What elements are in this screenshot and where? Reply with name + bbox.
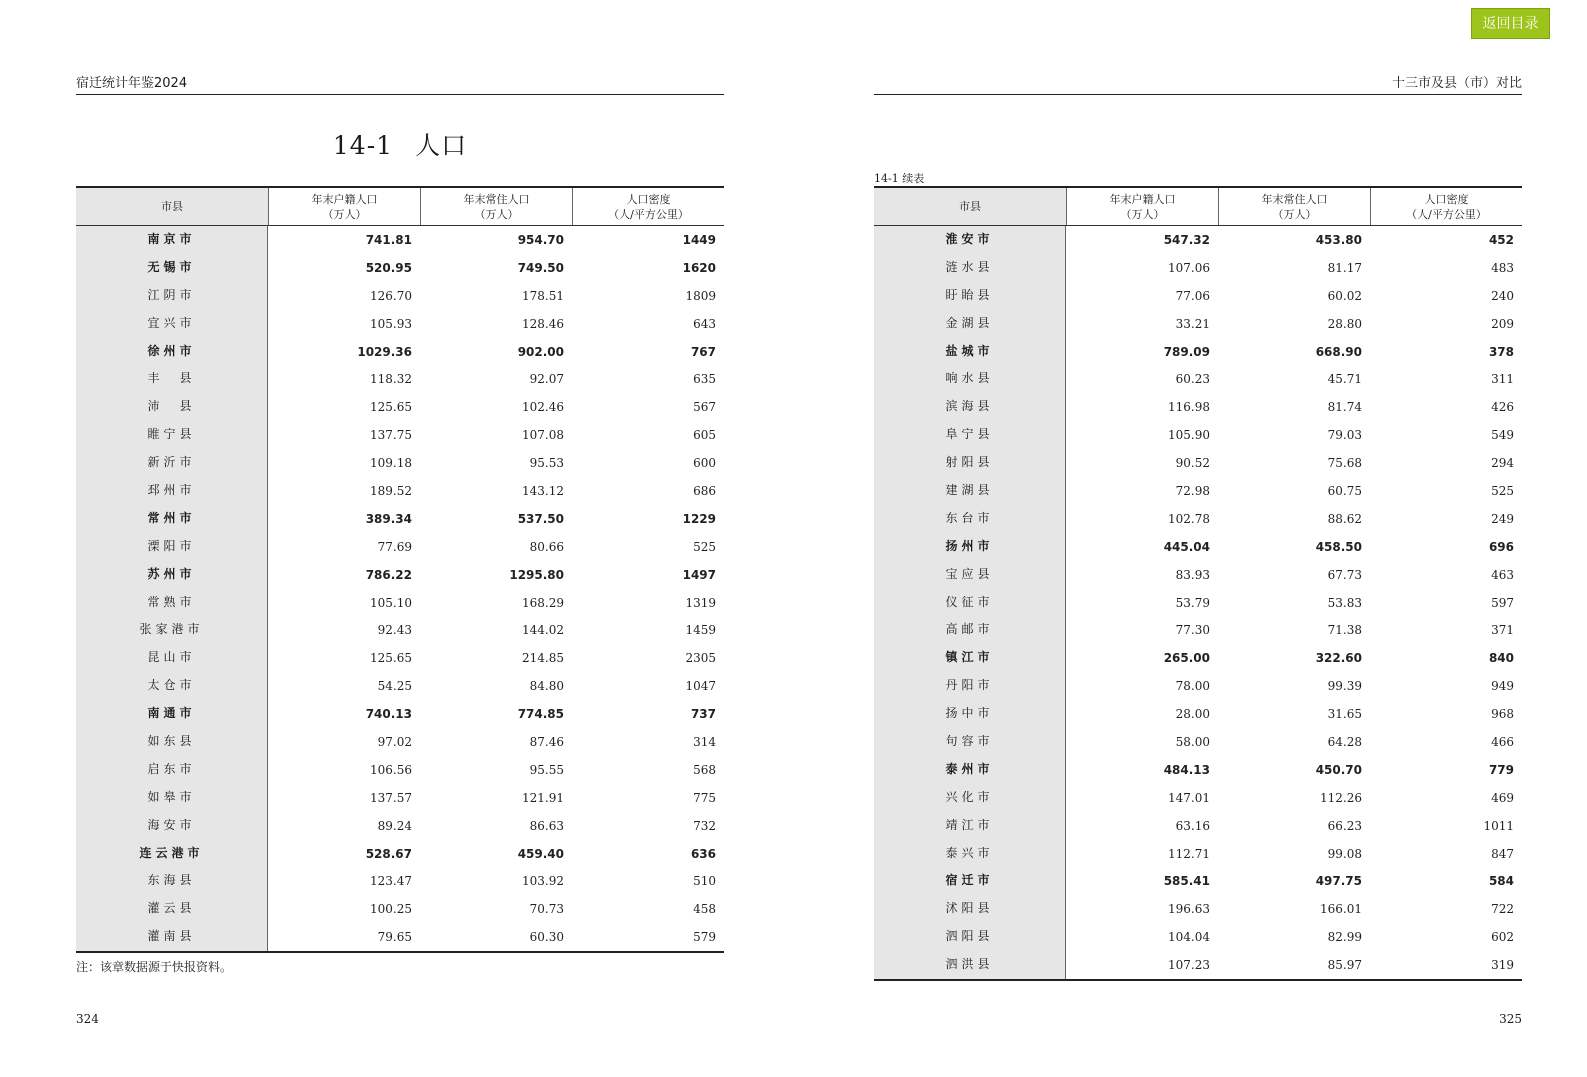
density-value: 732 xyxy=(693,818,716,833)
resident-value: 322.60 xyxy=(1315,651,1362,666)
back-to-contents-button[interactable]: 返回目录 xyxy=(1471,8,1550,39)
registered-value: 189.52 xyxy=(370,483,412,498)
density-value: 949 xyxy=(1491,679,1514,694)
resident-value: 178.51 xyxy=(522,288,564,303)
resident-value: 166.01 xyxy=(1320,902,1362,917)
row-name: 沭阳县 xyxy=(945,901,994,916)
density-value: 579 xyxy=(693,930,716,945)
density-value: 686 xyxy=(693,483,716,498)
table-row xyxy=(1066,310,1522,338)
density-value: 779 xyxy=(1488,762,1514,777)
row-name: 宝应县 xyxy=(945,566,994,581)
registered-value: 104.04 xyxy=(1168,930,1210,945)
row-name: 启东市 xyxy=(147,761,196,776)
resident-value: 214.85 xyxy=(522,651,564,666)
density-value: 1620 xyxy=(682,260,716,275)
table-row xyxy=(268,561,724,589)
density-value: 1229 xyxy=(682,511,716,526)
table-row xyxy=(268,895,724,923)
resident-value: 31.65 xyxy=(1327,707,1362,722)
resident-value: 954.70 xyxy=(517,232,564,247)
population-table-left xyxy=(76,186,724,953)
table-row xyxy=(1066,365,1522,393)
table-row xyxy=(1066,282,1522,310)
registered-value: 116.98 xyxy=(1168,400,1210,415)
resident-value: 95.55 xyxy=(529,762,564,777)
density-value: 1459 xyxy=(685,623,716,638)
registered-value: 741.81 xyxy=(365,232,412,247)
registered-value: 528.67 xyxy=(365,846,412,861)
table-row xyxy=(268,338,724,366)
density-value: 597 xyxy=(1491,595,1514,610)
density-value: 1449 xyxy=(682,232,716,247)
table-row xyxy=(268,505,724,533)
table-row xyxy=(268,923,724,951)
resident-value: 66.23 xyxy=(1327,818,1362,833)
table-row xyxy=(1066,756,1522,784)
row-name: 盱眙县 xyxy=(945,287,994,302)
row-name: 太仓市 xyxy=(147,678,196,693)
density-value: 968 xyxy=(1491,707,1514,722)
row-name: 无锡市 xyxy=(147,259,196,274)
table-row xyxy=(268,672,724,700)
row-name: 兴化市 xyxy=(945,789,994,804)
row-name: 灌南县 xyxy=(147,929,196,944)
row-name: 宿迁市 xyxy=(945,873,994,888)
registered-value: 107.23 xyxy=(1168,958,1210,973)
table-row xyxy=(268,589,724,617)
population-table-right xyxy=(874,186,1522,981)
registered-value: 97.02 xyxy=(377,734,412,749)
table-row xyxy=(1066,895,1522,923)
row-name: 句容市 xyxy=(945,734,994,749)
table-row xyxy=(1066,923,1522,951)
table-row xyxy=(1066,254,1522,282)
resident-value: 80.66 xyxy=(529,539,564,554)
density-value: 567 xyxy=(693,400,716,415)
density-value: 600 xyxy=(693,456,716,471)
registered-value: 740.13 xyxy=(365,707,412,722)
density-value: 1047 xyxy=(685,679,716,694)
row-name: 张家港市 xyxy=(139,622,204,637)
registered-value: 137.57 xyxy=(370,790,412,805)
row-name: 高邮市 xyxy=(945,622,994,637)
row-name: 如皋市 xyxy=(147,789,196,804)
registered-value: 445.04 xyxy=(1163,539,1210,554)
registered-value: 105.90 xyxy=(1168,428,1210,443)
row-name: 建湖县 xyxy=(945,483,994,498)
row-name: 海安市 xyxy=(147,817,196,832)
table-row xyxy=(1066,644,1522,672)
resident-value: 453.80 xyxy=(1315,232,1362,247)
resident-value: 82.99 xyxy=(1327,930,1362,945)
row-name: 射阳县 xyxy=(945,455,994,470)
resident-value: 95.53 xyxy=(529,456,564,471)
density-value: 847 xyxy=(1491,846,1514,861)
table-row xyxy=(268,477,724,505)
registered-value: 53.79 xyxy=(1175,595,1210,610)
density-value: 378 xyxy=(1488,344,1514,359)
row-name: 镇江市 xyxy=(945,650,994,665)
density-value: 568 xyxy=(693,762,716,777)
resident-value: 81.74 xyxy=(1327,400,1362,415)
resident-value: 450.70 xyxy=(1315,762,1362,777)
registered-value: 106.56 xyxy=(370,762,412,777)
registered-value: 102.78 xyxy=(1168,511,1210,526)
row-name: 南京市 xyxy=(147,232,196,246)
density-value: 483 xyxy=(1491,260,1514,275)
resident-value: 459.40 xyxy=(517,846,564,861)
row-name: 泗洪县 xyxy=(945,957,994,972)
table-row xyxy=(268,254,724,282)
value-columns xyxy=(1066,226,1522,979)
registered-value: 125.65 xyxy=(370,651,412,666)
table-row xyxy=(1066,589,1522,617)
value-columns xyxy=(268,226,724,951)
row-name: 扬州市 xyxy=(945,538,994,553)
row-name: 东海县 xyxy=(147,873,196,888)
header-registered: 年末户籍人口 （万人） xyxy=(268,188,420,225)
registered-value: 137.75 xyxy=(370,428,412,443)
density-value: 722 xyxy=(1491,902,1514,917)
registered-value: 105.93 xyxy=(370,316,412,331)
page-number-right: 325 xyxy=(1499,1012,1522,1026)
density-value: 2305 xyxy=(685,651,716,666)
row-name: 泗阳县 xyxy=(945,929,994,944)
resident-value: 143.12 xyxy=(522,483,564,498)
resident-value: 71.38 xyxy=(1327,623,1362,638)
row-name: 连云港市 xyxy=(139,845,204,860)
registered-value: 72.98 xyxy=(1175,483,1210,498)
resident-value: 60.30 xyxy=(529,930,564,945)
density-value: 458 xyxy=(693,902,716,917)
registered-value: 77.30 xyxy=(1175,623,1210,638)
row-name: 丰 县 xyxy=(147,371,196,386)
table-row xyxy=(1066,338,1522,366)
header-city: 市县 xyxy=(76,188,268,225)
row-name: 溧阳市 xyxy=(147,538,196,553)
row-name: 仪征市 xyxy=(945,594,994,609)
table-row xyxy=(1066,616,1522,644)
table-row xyxy=(1066,951,1522,979)
table-row xyxy=(1066,812,1522,840)
city-name-column xyxy=(874,226,1066,979)
table-row xyxy=(268,282,724,310)
registered-value: 89.24 xyxy=(377,818,412,833)
resident-value: 79.03 xyxy=(1327,428,1362,443)
resident-value: 92.07 xyxy=(529,372,564,387)
density-value: 466 xyxy=(1491,734,1514,749)
registered-value: 100.25 xyxy=(370,902,412,917)
row-name: 昆山市 xyxy=(147,650,196,665)
density-value: 1011 xyxy=(1483,818,1514,833)
row-name: 新沂市 xyxy=(147,455,196,470)
registered-value: 58.00 xyxy=(1175,734,1210,749)
table-row xyxy=(268,728,724,756)
row-name: 涟水县 xyxy=(945,259,994,274)
resident-value: 53.83 xyxy=(1327,595,1362,610)
registered-value: 126.70 xyxy=(370,288,412,303)
header-resident: 年末常住人口 （万人） xyxy=(1218,188,1370,225)
row-name: 丹阳市 xyxy=(945,678,994,693)
table-body xyxy=(874,226,1522,979)
density-value: 636 xyxy=(690,846,716,861)
registered-value: 77.69 xyxy=(377,539,412,554)
table-row xyxy=(1066,449,1522,477)
registered-value: 547.32 xyxy=(1163,232,1210,247)
resident-value: 60.75 xyxy=(1327,483,1362,498)
resident-value: 537.50 xyxy=(517,511,564,526)
table-row xyxy=(1066,561,1522,589)
table-row xyxy=(268,421,724,449)
table-bottom-rule xyxy=(874,979,1522,981)
city-name-column xyxy=(76,226,268,951)
row-name: 阜宁县 xyxy=(945,427,994,442)
header-density: 人口密度 （人/平方公里） xyxy=(1370,188,1522,225)
table-row xyxy=(268,756,724,784)
registered-value: 123.47 xyxy=(370,874,412,889)
resident-value: 128.46 xyxy=(522,316,564,331)
registered-value: 484.13 xyxy=(1163,762,1210,777)
table-row xyxy=(268,449,724,477)
table-row xyxy=(268,784,724,812)
table-row xyxy=(268,840,724,868)
resident-value: 99.08 xyxy=(1327,846,1362,861)
resident-value: 45.71 xyxy=(1327,372,1362,387)
registered-value: 83.93 xyxy=(1175,567,1210,582)
density-value: 294 xyxy=(1491,456,1514,471)
resident-value: 121.91 xyxy=(522,790,564,805)
row-name: 苏州市 xyxy=(147,566,196,581)
table-row xyxy=(1066,421,1522,449)
resident-value: 81.17 xyxy=(1327,260,1362,275)
density-value: 240 xyxy=(1491,288,1514,303)
resident-value: 86.63 xyxy=(529,818,564,833)
resident-value: 774.85 xyxy=(517,707,564,722)
resident-value: 144.02 xyxy=(522,623,564,638)
resident-value: 60.02 xyxy=(1327,288,1362,303)
table-row xyxy=(268,616,724,644)
continued-label: 14-1 续表 xyxy=(874,172,925,185)
resident-value: 107.08 xyxy=(522,428,564,443)
row-name: 如东县 xyxy=(147,734,196,749)
registered-value: 125.65 xyxy=(370,400,412,415)
resident-value: 64.28 xyxy=(1327,734,1362,749)
registered-value: 78.00 xyxy=(1175,679,1210,694)
table-row xyxy=(1066,700,1522,728)
right-page xyxy=(874,0,1522,1077)
density-value: 452 xyxy=(1488,232,1514,247)
density-value: 510 xyxy=(693,874,716,889)
table-number: 14-1 xyxy=(332,131,394,160)
table-row xyxy=(268,310,724,338)
row-name: 东台市 xyxy=(945,510,994,525)
table-row xyxy=(268,365,724,393)
resident-value: 1295.80 xyxy=(509,567,564,582)
table-row xyxy=(1066,840,1522,868)
table-bottom-rule xyxy=(76,951,724,953)
registered-value: 389.34 xyxy=(365,511,412,526)
left-page xyxy=(76,0,724,1077)
table-row xyxy=(1066,226,1522,254)
density-value: 605 xyxy=(693,428,716,443)
table-row xyxy=(1066,505,1522,533)
resident-value: 112.26 xyxy=(1320,790,1362,805)
resident-value: 84.80 xyxy=(529,679,564,694)
row-name: 扬中市 xyxy=(945,706,994,721)
row-name: 盐城市 xyxy=(945,343,994,358)
resident-value: 103.92 xyxy=(522,874,564,889)
row-name: 滨海县 xyxy=(945,399,994,414)
row-name: 徐州市 xyxy=(147,343,196,358)
registered-value: 54.25 xyxy=(377,679,412,694)
row-name: 邳州市 xyxy=(147,483,196,498)
header-density: 人口密度 （人/平方公里） xyxy=(572,188,724,225)
resident-value: 168.29 xyxy=(522,595,564,610)
registered-value: 28.00 xyxy=(1175,707,1210,722)
registered-value: 63.16 xyxy=(1175,818,1210,833)
table-row xyxy=(268,393,724,421)
registered-value: 147.01 xyxy=(1168,790,1210,805)
resident-value: 102.46 xyxy=(522,400,564,415)
registered-value: 77.06 xyxy=(1175,288,1210,303)
row-name: 常州市 xyxy=(147,510,196,525)
table-row xyxy=(268,533,724,561)
table-row xyxy=(1066,728,1522,756)
density-value: 319 xyxy=(1491,958,1514,973)
resident-value: 99.39 xyxy=(1327,679,1362,694)
row-name: 金湖县 xyxy=(945,315,994,330)
density-value: 1319 xyxy=(685,595,716,610)
resident-value: 85.97 xyxy=(1327,958,1362,973)
row-name: 泰兴市 xyxy=(945,845,994,860)
table-row xyxy=(268,812,724,840)
resident-value: 70.73 xyxy=(529,902,564,917)
row-name: 靖江市 xyxy=(945,817,994,832)
resident-value: 28.80 xyxy=(1327,316,1362,331)
table-row xyxy=(1066,784,1522,812)
registered-value: 112.71 xyxy=(1168,846,1210,861)
density-value: 463 xyxy=(1491,567,1514,582)
density-value: 840 xyxy=(1488,651,1514,666)
density-value: 1809 xyxy=(685,288,716,303)
row-name: 灌云县 xyxy=(147,901,196,916)
table-row xyxy=(268,226,724,254)
density-value: 525 xyxy=(1491,483,1514,498)
header-registered: 年末户籍人口 （万人） xyxy=(1066,188,1218,225)
row-name: 常熟市 xyxy=(147,594,196,609)
running-head-right: 十三市及县（市）对比 xyxy=(874,76,1522,95)
row-name: 南通市 xyxy=(147,706,196,721)
resident-value: 668.90 xyxy=(1315,344,1362,359)
table-header xyxy=(76,188,724,226)
density-value: 767 xyxy=(690,344,716,359)
density-value: 775 xyxy=(693,790,716,805)
density-value: 635 xyxy=(693,372,716,387)
density-value: 426 xyxy=(1491,400,1514,415)
density-value: 602 xyxy=(1491,930,1514,945)
density-value: 371 xyxy=(1491,623,1514,638)
page-number-left: 324 xyxy=(76,1012,99,1026)
registered-value: 107.06 xyxy=(1168,260,1210,275)
table-row xyxy=(1066,867,1522,895)
density-value: 1497 xyxy=(682,567,716,582)
resident-value: 67.73 xyxy=(1327,567,1362,582)
row-name: 江阴市 xyxy=(147,287,196,302)
table-row xyxy=(268,700,724,728)
table-row xyxy=(268,867,724,895)
registered-value: 196.63 xyxy=(1168,902,1210,917)
registered-value: 109.18 xyxy=(370,456,412,471)
table-title xyxy=(76,126,724,162)
table-header xyxy=(874,188,1522,226)
table-row xyxy=(1066,477,1522,505)
density-value: 549 xyxy=(1491,428,1514,443)
row-name: 宜兴市 xyxy=(147,315,196,330)
density-value: 314 xyxy=(693,734,716,749)
density-value: 209 xyxy=(1491,316,1514,331)
resident-value: 749.50 xyxy=(517,260,564,275)
registered-value: 265.00 xyxy=(1163,651,1210,666)
resident-value: 87.46 xyxy=(529,734,564,749)
density-value: 311 xyxy=(1491,372,1514,387)
row-name: 沛 县 xyxy=(147,399,196,414)
registered-value: 90.52 xyxy=(1175,456,1210,471)
header-city: 市县 xyxy=(874,188,1066,225)
registered-value: 786.22 xyxy=(365,567,412,582)
density-value: 525 xyxy=(693,539,716,554)
table-row xyxy=(268,644,724,672)
row-name: 响水县 xyxy=(945,371,994,386)
running-head-left: 宿迁统计年鉴2024 xyxy=(76,76,724,95)
registered-value: 105.10 xyxy=(370,595,412,610)
registered-value: 789.09 xyxy=(1163,344,1210,359)
resident-value: 902.00 xyxy=(517,344,564,359)
resident-value: 75.68 xyxy=(1327,456,1362,471)
row-name: 淮安市 xyxy=(945,232,994,246)
table-row xyxy=(1066,533,1522,561)
table-row xyxy=(1066,672,1522,700)
density-value: 643 xyxy=(693,316,716,331)
registered-value: 520.95 xyxy=(365,260,412,275)
table-note: 注：该章数据源于快报资料。 xyxy=(76,960,233,974)
header-resident: 年末常住人口 （万人） xyxy=(420,188,572,225)
resident-value: 88.62 xyxy=(1327,511,1362,526)
registered-value: 60.23 xyxy=(1175,372,1210,387)
registered-value: 585.41 xyxy=(1163,874,1210,889)
resident-value: 497.75 xyxy=(1315,874,1362,889)
registered-value: 118.32 xyxy=(370,372,412,387)
density-value: 696 xyxy=(1488,539,1514,554)
registered-value: 79.65 xyxy=(377,930,412,945)
resident-value: 458.50 xyxy=(1315,539,1362,554)
row-name: 睢宁县 xyxy=(147,427,196,442)
table-row xyxy=(1066,393,1522,421)
registered-value: 1029.36 xyxy=(357,344,412,359)
row-name: 泰州市 xyxy=(945,761,994,776)
density-value: 584 xyxy=(1488,874,1514,889)
registered-value: 92.43 xyxy=(377,623,412,638)
table-body xyxy=(76,226,724,951)
density-value: 469 xyxy=(1491,790,1514,805)
density-value: 249 xyxy=(1491,511,1514,526)
registered-value: 33.21 xyxy=(1175,316,1210,331)
density-value: 737 xyxy=(690,707,716,722)
table-title-text: 人口 xyxy=(415,131,468,160)
